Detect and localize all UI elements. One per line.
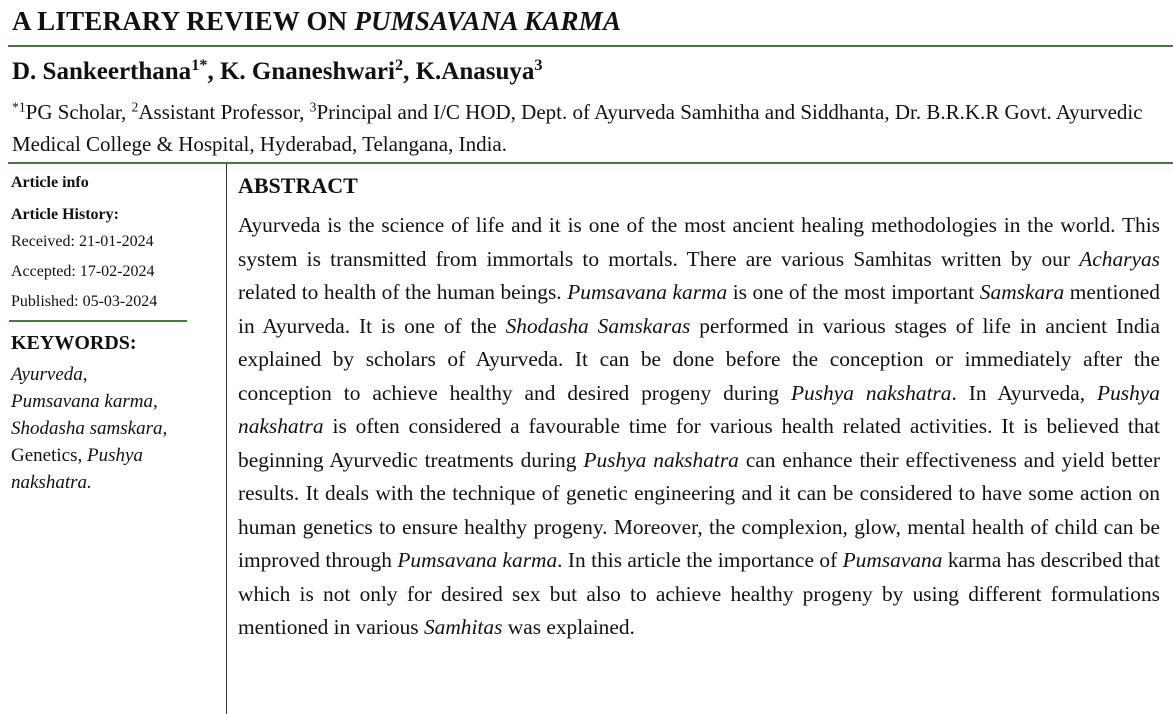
column-divider: [226, 164, 227, 714]
abstract-text: can enhance their effectiveness and yield better results. It deals with the technique of genetic engineering and it can be considered to have some action on human genetics to ensure healthy progeny. Moreover, the complexion, glow, mental health of child can be improved through: [238, 447, 1160, 572]
affiliation-role: PG Scholar,: [25, 100, 132, 124]
article-history-heading: Article History:: [11, 206, 119, 223]
abstract-text: related to health of the human beings.: [238, 280, 568, 304]
keywords-heading: KEYWORDS:: [11, 332, 137, 354]
abstract-term: Pumsavana: [842, 548, 943, 572]
affiliation: [12, 96, 1172, 160]
abstract-text: was explained.: [502, 615, 635, 639]
keyword-row: [11, 442, 216, 496]
title-prefix: A LITERARY REVIEW ON: [12, 6, 355, 36]
affiliation-role: Principal and I/C HOD, Dept. of Ayurveda Samhitha and Siddhanta, Dr. B.R.K.R Govt. Ayurvedic Medical College & Hospital, Hyderabad, Telangana, India.: [12, 100, 1143, 156]
abstract-term: Pushya nakshatra: [238, 380, 1160, 438]
abstract-text: . In Ayurveda,: [951, 380, 1097, 405]
author-mark: 3: [534, 56, 543, 75]
author-name: K.Anasuya: [415, 58, 535, 85]
accepted-date: Accepted: 17-02-2024: [11, 263, 155, 280]
header-divider: [8, 162, 1173, 164]
abstract-text: mentioned in Ayurveda. It is one of the: [238, 280, 1160, 338]
author-mark: 2: [394, 56, 404, 75]
abstract-term: Samhitas: [423, 615, 503, 639]
info-divider: [9, 320, 187, 322]
keyword: Genetics,: [11, 445, 87, 466]
title-divider: [8, 45, 1173, 47]
author-mark: 1*: [191, 56, 208, 75]
received-date: Received: 21-01-2024: [11, 233, 154, 250]
abstract-text: karma has described that which is not only for desired sex but also to achieve healthy progeny by using different formulations mentioned in various: [238, 548, 1160, 639]
abstract-heading: ABSTRACT: [238, 173, 358, 198]
author-name: K. Gnaneshwari: [219, 58, 395, 85]
abstract-text: Ayurveda is the science of life and it is one of the most ancient healing methodologies in the world. This system is transmitted from immortals to mortals. There are various Samhitas written by our: [238, 213, 1160, 271]
affiliation-mark: *1: [12, 99, 26, 115]
abstract-term: Pushya nakshatra: [790, 380, 952, 405]
abstract-term: Shodasha Samskaras: [505, 313, 691, 338]
abstract-body: [238, 209, 1160, 645]
article-info-panel: [11, 170, 216, 496]
article-info-heading: Article info: [11, 174, 89, 191]
abstract-term: Acharyas: [1079, 246, 1160, 271]
author-name: D. Sankeerthana: [12, 58, 192, 85]
abstract-text: is often considered a favourable time for various health related activities. It is believed that beginning Ayurvedic treatments during: [238, 414, 1160, 472]
abstract-text: . In this article the importance of: [557, 548, 843, 572]
abstract-text: is one of the most important: [727, 280, 980, 304]
title-emphasis: PUMSAVANA KARMA: [354, 6, 622, 36]
keyword: Pumsavana karma,: [11, 391, 158, 412]
abstract-term: Pumsavana karma: [397, 548, 558, 572]
keyword-list: [11, 361, 216, 496]
abstract-term: Pushya nakshatra: [583, 447, 739, 472]
affiliation-mark: 3: [309, 99, 317, 115]
article-title: [12, 6, 621, 37]
affiliation-role: Assistant Professor,: [138, 100, 310, 124]
abstract-term: Samskara: [979, 280, 1065, 304]
affiliation-mark: 2: [131, 99, 139, 115]
keyword: Pushya nakshatra.: [11, 445, 143, 493]
keyword: Shodasha samskara,: [11, 418, 168, 439]
published-date: Published: 05-03-2024: [11, 293, 158, 310]
abstract-term: Pumsavana karma: [567, 280, 728, 304]
abstract-text: performed in various stages of life in ancient India explained by scholars of Ayurveda. It can be done before the conception or immediately after the conception to achieve healthy and desired progeny during: [238, 313, 1160, 405]
keyword: Ayurveda,: [11, 364, 88, 385]
author-line: D. Sankeerthana$^{1*}$, K. Gnaneshwari$^2$, K.Anasuya$^3$: [12, 56, 543, 85]
